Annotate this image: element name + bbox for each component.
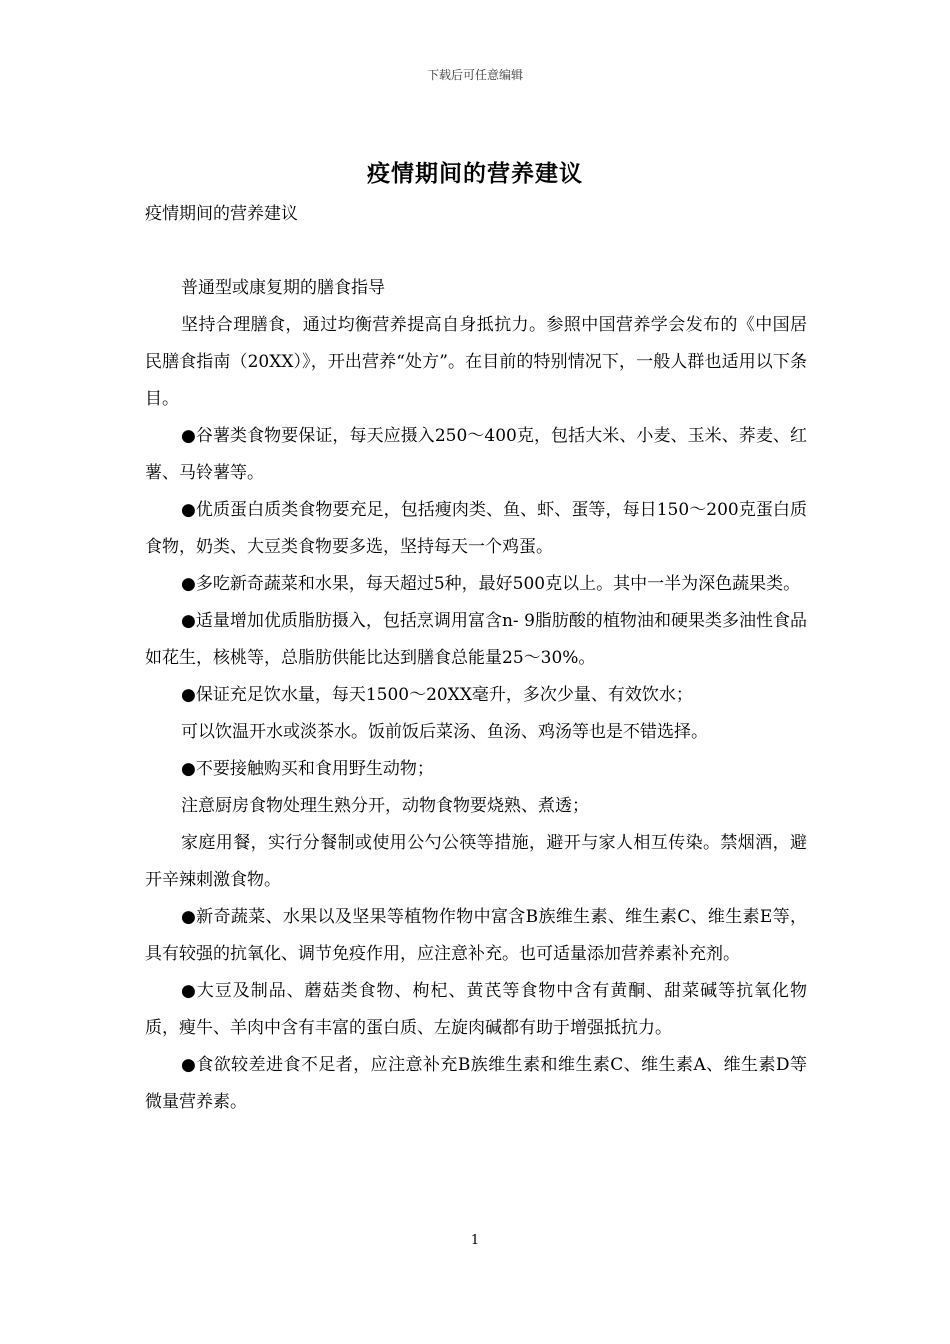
paragraph-vitamins: ●新奇蔬菜、水果以及坚果等植物作物中富含B族维生素、维生素C、维生素E等，具有较强的抗氧化、调节免疫作用，应注意补充。也可适量添加营养素补充剂。	[145, 907, 807, 964]
paragraph-fats: ●适量增加优质脂肪摄入，包括烹调用富含n- 9脂肪酸的植物油和硬果类多油性食品如花生，核桃等，总脂肪供能比达到膳食总能量25～30%。	[145, 611, 807, 668]
paragraph-protein: ●优质蛋白质类食物要充足，包括瘦肉类、鱼、虾、蛋等，每日150～200克蛋白质食物，奶类、大豆类食物要多选，坚持每天一个鸡蛋。	[145, 500, 807, 557]
paragraph-water: ●保证充足饮水量，每天1500～20XX毫升，多次少量、有效饮水；	[181, 685, 693, 705]
header-note: 下载后可任意编辑	[426, 68, 523, 82]
paragraph-intro: 坚持合理膳食，通过均衡营养提高自身抵抗力。参照中国营养学会发布的《中国居民膳食指南（20XX）》，开出营养“处方”。在目前的特别情况下，一般人群也适用以下条目。	[145, 315, 807, 409]
section-heading: 普通型或康复期的膳食指导	[181, 278, 385, 298]
paragraph-drinks: 可以饮温开水或淡茶水。饭前饭后菜汤、鱼汤、鸡汤等也是不错选择。	[181, 722, 708, 742]
page-number: 1	[470, 1233, 480, 1248]
paragraph-wild-animals: ●不要接触购买和食用野生动物；	[181, 759, 434, 779]
paragraph-vegetables: ●多吃新奇蔬菜和水果，每天超过5种，最好500克以上。其中一半为深色蔬果类。	[181, 574, 801, 594]
paragraph-family-meals: 家庭用餐，实行分餐制或使用公勺公筷等措施，避开与家人相互传染。禁烟酒，避开辛辣刺激食物。	[145, 833, 807, 890]
document-title: 疫情期间的营养建议	[367, 160, 583, 187]
paragraph-kitchen: 注意厨房食物处理生熟分开，动物食物要烧熟、煮透；	[181, 796, 589, 816]
paragraph-appetite: ●食欲较差进食不足者，应注意补充B族维生素和维生素C、维生素A、维生素D等微量营养素。	[145, 1055, 807, 1112]
document-body	[145, 196, 807, 1121]
paragraph-grains: ●谷薯类食物要保证，每天应摄入250～400克，包括大米、小麦、玉米、荞麦、红薯、马铃薯等。	[145, 426, 807, 483]
subtitle: 疫情期间的营养建议	[145, 204, 298, 224]
blank-line	[145, 233, 807, 270]
paragraph-antioxidants: ●大豆及制品、蘑菇类食物、枸杞、黄芪等食物中含有黄酮、甜菜碱等抗氧化物质，瘦牛、羊肉中含有丰富的蛋白质、左旋肉碱都有助于增强抵抗力。	[145, 981, 807, 1038]
